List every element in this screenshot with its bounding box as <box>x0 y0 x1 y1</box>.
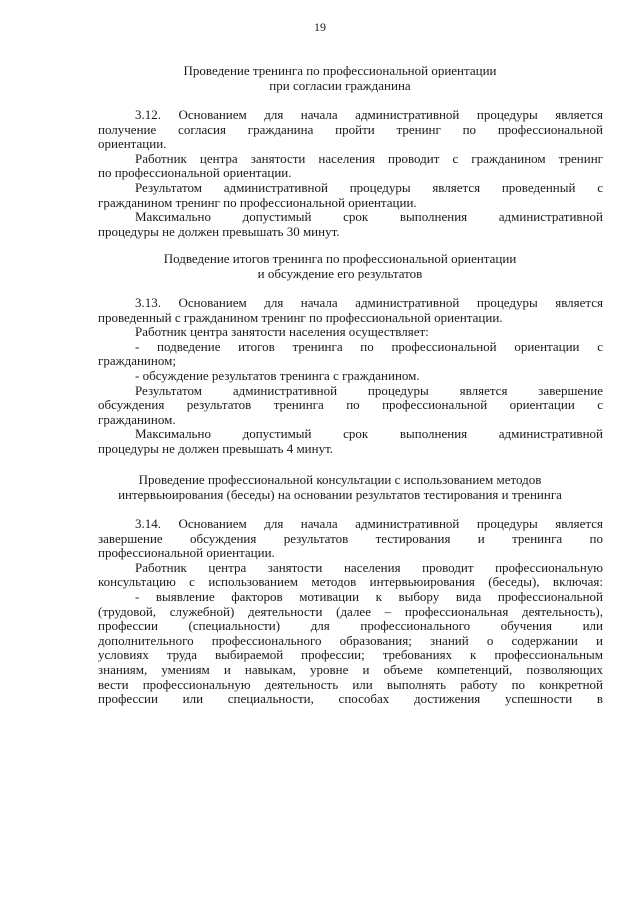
text-line: дополнительного профессионального образования; знаний о содержании и <box>98 632 603 648</box>
section-heading-results <box>80 252 600 281</box>
paragraph <box>98 152 603 181</box>
paragraph <box>98 340 603 369</box>
text-line: знаниям, умениям и навыкам, уровне и объеме компетенций, позволяющих <box>98 661 603 677</box>
page-number: 19 <box>314 20 326 34</box>
section-body-training <box>98 108 603 239</box>
text-line: обсуждения результатов тренинга по профессиональной ориентации с <box>98 397 603 413</box>
text-line: профессиональной ориентации. <box>98 545 275 561</box>
heading-line: и обсуждение его результатов <box>257 265 423 281</box>
heading-line: при согласии гражданина <box>269 77 411 93</box>
text-line: гражданином тренинг по профессиональной ориентации. <box>98 194 417 210</box>
heading-line: Проведение тренинга по профессиональной ориентации <box>183 63 497 78</box>
text-line: консультацию с использованием методов интервьюирования (беседы), включая: <box>98 574 603 590</box>
text-line: 3.12. Основанием для начала административной процедуры является <box>135 107 603 122</box>
paragraph <box>98 296 603 325</box>
text-line: вести профессиональную деятельность или выполнять работу по конкретной <box>98 676 603 692</box>
section-body-consultation <box>98 517 603 707</box>
section-body-results <box>98 296 603 457</box>
text-line: Работник центра занятости населения проводит профессиональную <box>135 559 603 575</box>
text-line: по профессиональной ориентации. <box>98 165 292 181</box>
text-line: - обсуждение результатов тренинга с гражданином. <box>135 367 420 383</box>
text-line: процедуры не должен превышать 30 минут. <box>98 223 340 239</box>
text-line: 3.13. Основанием для начала административной процедуры является <box>135 295 603 310</box>
paragraph <box>98 181 603 210</box>
text-line: (трудовой, служебной) деятельности (далее – профессиональная деятельность), <box>98 603 603 619</box>
paragraph <box>98 590 603 707</box>
text-line: получение согласия гражданина пройти тренинг по профессиональной <box>98 121 603 137</box>
text-line: Работник центра занятости населения проводит с гражданином тренинг <box>135 150 603 166</box>
text-line: Максимально допустимый срок выполнения административной <box>135 426 603 442</box>
text-line: профессии (специальности) для профессионального обучения или <box>98 618 603 634</box>
text-line: завершение обсуждения результатов тестирования и тренинга по <box>98 530 603 546</box>
text-line: - подведение итогов тренинга по профессиональной ориентации с <box>135 338 603 354</box>
paragraph <box>98 210 603 239</box>
text-line: Результатом административной процедуры является завершение <box>135 382 603 398</box>
text-line: Максимально допустимый срок выполнения административной <box>135 209 603 225</box>
paragraph <box>98 325 603 340</box>
text-line: 3.14. Основанием для начала административной процедуры является <box>135 516 603 531</box>
section-heading-training <box>80 64 600 93</box>
heading-line: Подведение итогов тренинга по профессиональной ориентации <box>163 251 517 266</box>
text-line: условиях труда выбираемой профессии; требованиях к профессиональным <box>98 647 603 663</box>
heading-line: интервьюирования (беседы) на основании результатов тестирования и тренинга <box>118 486 562 502</box>
paragraph <box>98 427 603 456</box>
text-line: гражданином. <box>98 411 176 427</box>
text-line: Работник центра занятости населения осуществляет: <box>135 324 429 340</box>
text-line: Результатом административной процедуры является проведенный с <box>135 179 603 195</box>
text-line: гражданином; <box>98 353 176 369</box>
heading-line: Проведение профессиональной консультации с использованием методов <box>138 472 542 487</box>
text-line: профессии или специальности, способах достижения успешности в <box>98 691 603 707</box>
text-line: ориентации. <box>98 136 167 152</box>
section-heading-consultation <box>70 473 610 502</box>
text-line: проведенный с гражданином тренинг по профессиональной ориентации. <box>98 309 503 325</box>
text-line: - выявление факторов мотивации к выбору вида профессиональной <box>135 588 603 604</box>
paragraph <box>98 369 603 384</box>
text-line: процедуры не должен превышать 4 минут. <box>98 440 334 456</box>
paragraph <box>98 384 603 428</box>
paragraph <box>98 561 603 590</box>
paragraph <box>98 517 603 561</box>
paragraph <box>98 108 603 152</box>
